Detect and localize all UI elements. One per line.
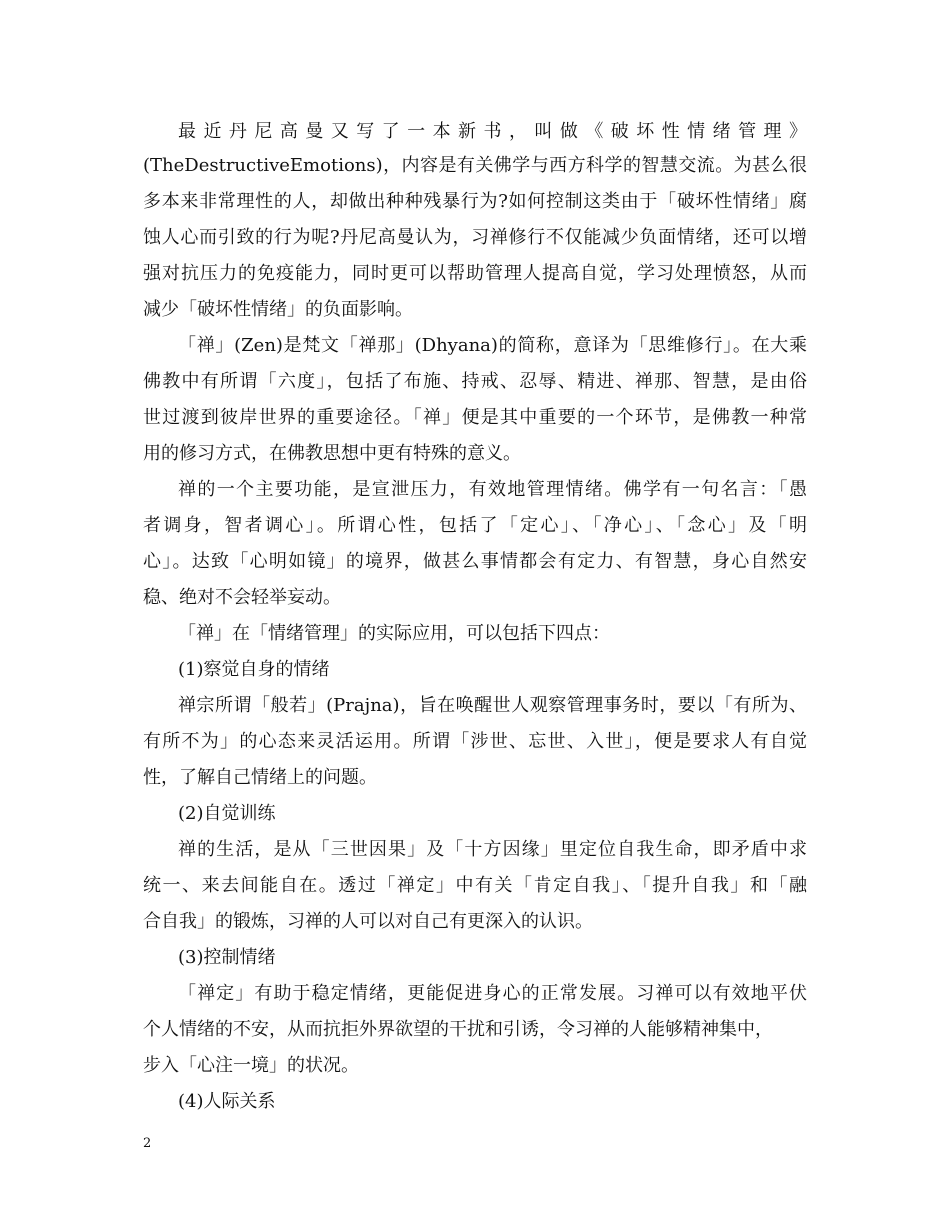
page-number: 2 <box>143 1136 152 1151</box>
paragraph-line: 「禅」在「情绪管理」的实际应用，可以包括下四点： <box>178 623 610 644</box>
paragraph-line: 心」。达致「心明如镜」的境界，做甚么事情都会有定力、有智慧，身心自然安 <box>143 551 807 572</box>
paragraph-line: 世过渡到彼岸世界的重要途径。「禅」便是其中重要的一个环节，是佛教一种常 <box>143 407 807 428</box>
paragraph-line: 者调身，智者调心」。所谓心性，包括了「定心」、「净心」、「念心」及「明 <box>143 515 807 536</box>
section-heading: (1)察觉自身的情绪 <box>178 659 330 680</box>
section-heading: (4)人际关系 <box>178 1091 276 1112</box>
paragraph-line: 个人情绪的不安，从而抗拒外界欲望的干扰和引诱，令习禅的人能够精神集中， <box>143 1019 773 1040</box>
paragraph-line: 统一、来去间能自在。透过「禅定」中有关「肯定自我」、「提升自我」和「融 <box>143 875 807 896</box>
paragraph-line: 最近丹尼高曼又写了一本新书，叫做《破坏性情绪管理》 <box>178 121 807 142</box>
paragraph-line: 禅的一个主要功能，是宣泄压力，有效地管理情绪。佛学有一句名言：「愚 <box>178 479 807 500</box>
paragraph-line: (TheDestructiveEmotions)，内容是有关佛学与西方科学的智慧交流。为甚么很 <box>143 155 807 176</box>
section-heading: (2)自觉训练 <box>178 803 276 824</box>
paragraph-line: 禅宗所谓「般若」(Prajna)，旨在唤醒世人观察管理事务时，要以「有所为、 <box>178 695 807 716</box>
paragraph-line: 「禅定」有助于稳定情绪，更能促进身心的正常发展。习禅可以有效地平伏 <box>178 983 807 1004</box>
paragraph-line: 有所不为」的心态来灵活运用。所谓「涉世、忘世、入世」，便是要求人有自觉 <box>143 731 807 752</box>
paragraph-line: 用的修习方式，在佛教思想中更有特殊的意义。 <box>143 443 521 464</box>
paragraph-line: 强对抗压力的免疫能力，同时更可以帮助管理人提高自觉，学习处理愤怒，从而 <box>143 263 807 284</box>
paragraph-line: 多本来非常理性的人，却做出种种残暴行为?如何控制这类由于「破坏性情绪」腐 <box>143 191 807 212</box>
paragraph-line: 禅的生活，是从「三世因果」及「十方因缘」里定位自我生命，即矛盾中求 <box>178 839 807 860</box>
paragraph-line: 性，了解自己情绪上的问题。 <box>143 767 377 788</box>
section-heading: (3)控制情绪 <box>178 947 276 968</box>
paragraph-line: 减少「破坏性情绪」的负面影响。 <box>143 299 413 320</box>
paragraph-line: 蚀人心而引致的行为呢?丹尼高曼认为，习禅修行不仅能减少负面情绪，还可以增 <box>143 227 807 248</box>
paragraph-line: 佛教中有所谓「六度」，包括了布施、持戒、忍辱、精进、禅那、智慧，是由俗 <box>143 371 807 392</box>
paragraph-line: 合自我」的锻炼，习禅的人可以对自己有更深入的认识。 <box>143 911 593 932</box>
paragraph-line: 「禅」(Zen)是梵文「禅那」(Dhyana)的简称，意译为「思维修行」。在大乘 <box>178 335 807 356</box>
paragraph-line: 稳、绝对不会轻举妄动。 <box>143 587 341 608</box>
paragraph-line: 步入「心注一境」的状况。 <box>143 1055 359 1076</box>
